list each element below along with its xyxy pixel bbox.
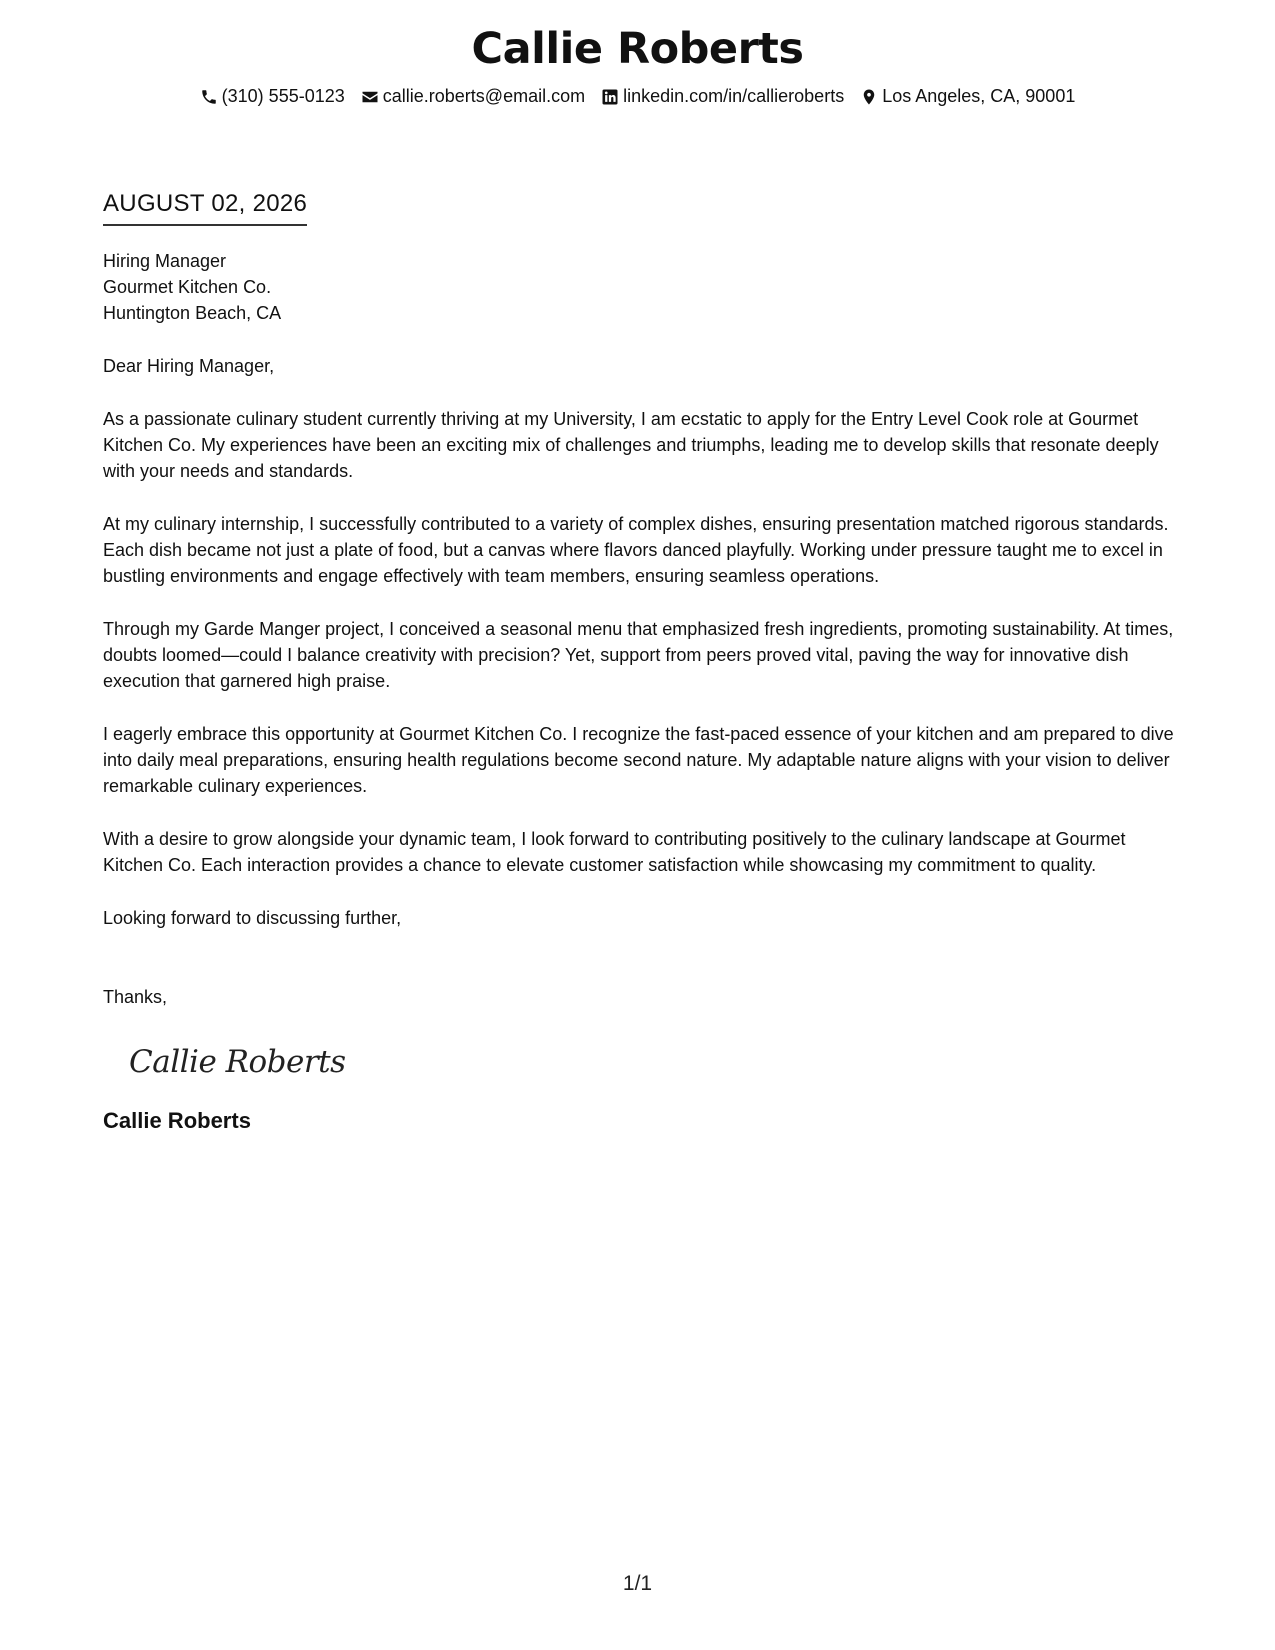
contact-bar (0, 86, 1275, 107)
sender-name: Callie Roberts (471, 24, 804, 74)
handwritten-signature (127, 1038, 357, 1086)
linkedin-icon (601, 88, 619, 106)
linkedin-link[interactable]: linkedin.com/in/callieroberts (623, 86, 845, 106)
svg-text:Callie Roberts: Callie Roberts (129, 1044, 346, 1080)
body-paragraph: With a desire to grow alongside your dynamic team, I look forward to contributing positively to the culinary landscape at Gourmet Kitchen Co. Each interaction provides a chance to elevate customer satisfaction while showcasing my commitment to quality. (103, 829, 1126, 875)
email-link[interactable]: callie.roberts@email.com (382, 86, 586, 106)
recipient-company: Gourmet Kitchen Co. (103, 277, 272, 297)
letter-body (103, 190, 1178, 1134)
letter-header (0, 22, 1275, 107)
contact-location (860, 86, 1075, 107)
body-paragraph: At my culinary internship, I successfully contributed to a variety of complex dishes, ensuring presentation matched rigorous standards. Each dish became not just a plate of food, but a canvas where flavors danced playfully. Working under pressure taught me to excel in bustling environments and engage effectively with team members, ensuring seamless operations. (103, 514, 1169, 586)
body-paragraph: I eagerly embrace this opportunity at Gourmet Kitchen Co. I recognize the fast-paced essence of your kitchen and am prepared to dive into daily meal preparations, ensuring health regulations become second nature. My adaptable nature aligns with your vision to deliver remarkable culinary experiences. (103, 724, 1174, 796)
contact-linkedin (601, 86, 844, 107)
contact-phone (200, 86, 345, 107)
thanks-line: Thanks, (103, 987, 168, 1007)
phone-text: (310) 555-0123 (221, 86, 345, 106)
envelope-icon (361, 88, 379, 106)
location-text: Los Angeles, CA, 90001 (882, 86, 1076, 106)
map-pin-icon (860, 88, 878, 106)
closing-line: Looking forward to discussing further, (103, 908, 402, 928)
body-paragraph: As a passionate culinary student currently thriving at my University, I am ecstatic to apply for the Entry Level Cook role at Gourmet Kitchen Co. My experiences have been an exciting mix of challenges and triumphs, leading me to develop skills that resonate deeply with your needs and standards. (103, 409, 1159, 481)
salutation: Dear Hiring Manager, (103, 356, 275, 376)
page-number: 1/1 (622, 1572, 653, 1595)
phone-icon (200, 88, 218, 106)
recipient-block (103, 248, 1178, 326)
signer-name: Callie Roberts (103, 1108, 251, 1133)
contact-email (361, 86, 585, 107)
recipient-title: Hiring Manager (103, 251, 227, 271)
recipient-location: Huntington Beach, CA (103, 303, 282, 323)
letter-date: AUGUST 02, 2026 (103, 190, 307, 226)
body-paragraph: Through my Garde Manger project, I conceived a seasonal menu that emphasized fresh ingredients, promoting sustainability. At times, doubts loomed—could I balance creativity with precision? Yet, support from peers proved vital, paving the way for innovative dish execution that garnered high praise. (103, 619, 1174, 691)
